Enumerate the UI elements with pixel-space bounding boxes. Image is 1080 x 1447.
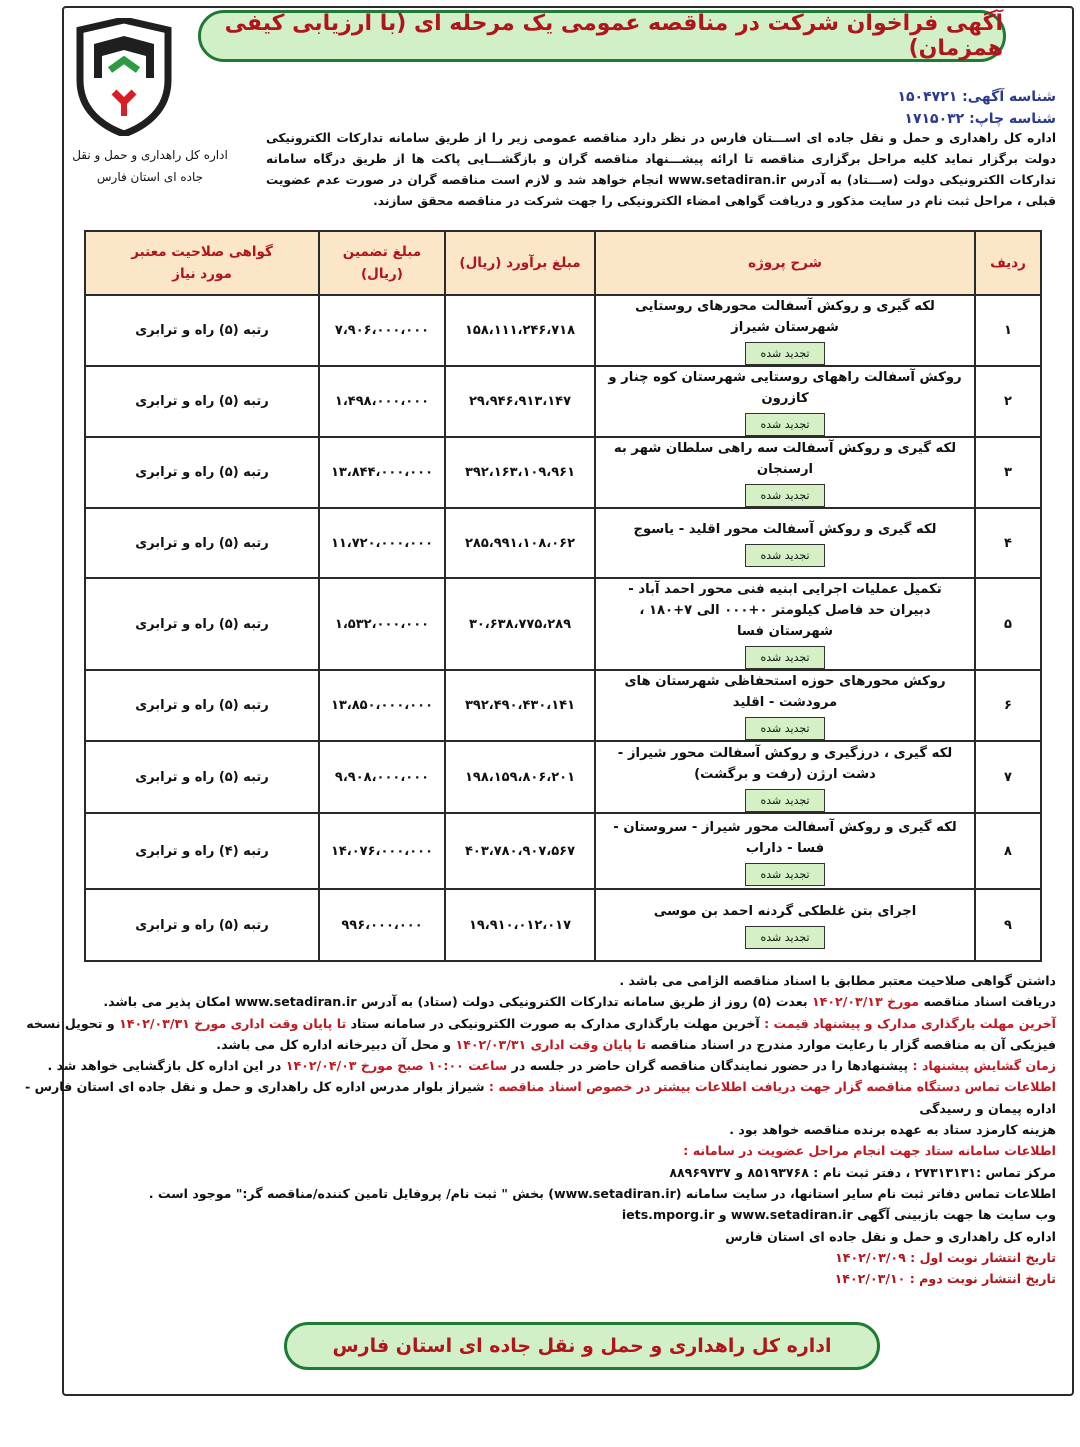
estimate-amount: ۱۹،۹۱۰،۰۱۲،۰۱۷ [445, 889, 595, 961]
renewed-badge: تجدید شده [745, 789, 824, 812]
certificate-grade: رتبه (۵) راه و ترابری [85, 670, 319, 741]
estimate-amount: ۳۹۲،۱۶۳،۱۰۹،۹۶۱ [445, 437, 595, 508]
project-description: تکمیل عملیات اجرایی ابنیه فنی محور احمد آباد - دبیران حد فاصل کیلومتر ۰+۰۰۰ الی ۷+۱۸۰ ، شهرستان فسا تجدید شده [595, 578, 975, 670]
table-row [85, 578, 1041, 670]
guarantee-amount: ۱،۵۳۲،۰۰۰،۰۰۰ [319, 578, 445, 670]
renewed-badge: تجدید شده [745, 646, 824, 669]
renewed-badge: تجدید شده [745, 926, 824, 949]
guarantee-amount: ۱۳،۸۴۴،۰۰۰،۰۰۰ [319, 437, 445, 508]
estimate-amount: ۱۵۸،۱۱۱،۲۴۶،۷۱۸ [445, 295, 595, 366]
row-number: ۱ [975, 295, 1041, 366]
estimate-amount: ۳۰،۶۳۸،۷۷۵،۲۸۹ [445, 578, 595, 670]
row-number: ۷ [975, 741, 1041, 813]
certificate-grade: رتبه (۵) راه و ترابری [85, 366, 319, 437]
publish-date-second: تاریخ انتشار نوبت دوم : ۱۴۰۲/۰۳/۱۰ [834, 1271, 1056, 1287]
row-number: ۶ [975, 670, 1041, 741]
note-contact: اطلاعات تماس دستگاه مناقصه گزار جهت دریافت اطلاعات بیشتر در خصوص اسناد مناقصه : شیراز بلوار مدرس اداره کل راهداری و حمل و نقل جاده ای استان فارس - اداره پیمان و رسیدگی [24, 1079, 1056, 1116]
intro-paragraph: اداره کل راهداری و حمل و نقل جاده ای اســـتان فارس در نظر دارد مناقصه عمومی زیر را از طریق سامانه تدارکات الکترونیکی دولت برگزار نماید کلیه مراحل برگزاری مناقصه تا ارائه پیشـــنهاد مناقصه گران و بازگشـــایی پاکت ها از طریق درگاه سامانه تدارکات الکترونیکی دولت (ســـتاد) به آدرس www.setadiran.ir انجام خواهد شد و لازم است مناقصه گران در صورت عدم عضویت قبلی ، مراحل ثبت نام در سایت مذکور و دریافت گواهی امضاء الکترونیکی را جهت شرکت در مناقصه محقق سازند. [266, 131, 1056, 208]
certificate-grade: رتبه (۵) راه و ترابری [85, 889, 319, 961]
tender-table [84, 230, 1042, 962]
estimate-amount: ۲۸۵،۹۹۱،۱۰۸،۰۶۲ [445, 508, 595, 578]
guarantee-amount: ۱،۴۹۸،۰۰۰،۰۰۰ [319, 366, 445, 437]
col-header-guarantee: مبلغ تضمین (ریال) [319, 231, 445, 295]
note-deadline: آخرین مهلت بارگذاری مدارک و پیشنهاد قیمت : آخرین مهلت بارگذاری مدارک به صورت الکترونیکی در سامانه ستاد تا پایان وقت اداری مورخ ۱۴۰۲/۰۳/۳۱ و تحویل نسخه فیزیکی آن به مناقصه گزار با رعایت موارد مندرج در اسناد مناقصه تا پایان وقت اداری ۱۴۰۲/۰۳/۳۱ و محل آن دبیرخانه اداره کل می باشد. [26, 1015, 1056, 1052]
guarantee-amount: ۹،۹۰۸،۰۰۰،۰۰۰ [319, 741, 445, 813]
note-setad-heading: اطلاعات سامانه ستاد جهت انجام مراحل عضویت در سامانه : [683, 1143, 1056, 1159]
guarantee-amount: ۱۳،۸۵۰،۰۰۰،۰۰۰ [319, 670, 445, 741]
note-opening: زمان گشایش پیشنهاد : پیشنهادها را در حضور نمایندگان مناقصه گران حاضر در جلسه در ساعت ۱۰:۰۰ صبح مورخ ۱۴۰۲/۰۴/۰۳ در این اداره کل بازگشایی خواهد شد . [47, 1058, 1056, 1074]
publish-date-first: تاریخ انتشار نوبت اول : ۱۴۰۲/۰۳/۰۹ [835, 1249, 1056, 1265]
project-description: روکش محورهای حوزه استحفاظی شهرستان های مرودشت - اقلید تجدید شده [595, 670, 975, 741]
row-number: ۲ [975, 366, 1041, 437]
estimate-amount: ۱۹۸،۱۵۹،۸۰۶،۲۰۱ [445, 741, 595, 813]
guarantee-amount: ۹۹۶،۰۰۰،۰۰۰ [319, 889, 445, 961]
renewed-badge: تجدید شده [745, 863, 824, 886]
renewed-badge: تجدید شده [745, 717, 824, 740]
col-header-row: ردیف [975, 231, 1041, 295]
ad-id: شناسه آگهی: ۱۵۰۴۷۲۱ [897, 89, 1056, 105]
note-websites: وب سایت ها جهت بازبینی آگهی www.setadiran.ir و iets.mporg.ir [621, 1207, 1056, 1223]
footer-label: اداره کل راهداری و حمل و نقل جاده ای استان فارس [332, 1335, 832, 1357]
project-description: لکه گیری و روکش آسفالت محورهای روستایی شهرستان شیراز تجدید شده [595, 295, 975, 366]
row-number: ۸ [975, 813, 1041, 889]
table-row [85, 889, 1041, 961]
estimate-amount: ۳۹۲،۴۹۰،۴۳۰،۱۴۱ [445, 670, 595, 741]
table-row [85, 741, 1041, 813]
project-description: لکه گیری و روکش آسفالت محور شیراز - سروستان - فسا - داراب تجدید شده [595, 813, 975, 889]
project-description: لکه گیری ، درزگیری و روکش آسفالت محور شیراز - دشت ارژن (رفت و برگشت) تجدید شده [595, 741, 975, 813]
footer-banner [284, 1322, 880, 1370]
project-description: روکش آسفالت راههای روستایی شهرستان کوه چنار و کازرون تجدید شده [595, 366, 975, 437]
row-number: ۴ [975, 508, 1041, 578]
col-header-description: شرح پروژه [595, 231, 975, 295]
renewed-badge: تجدید شده [745, 342, 824, 365]
certificate-grade: رتبه (۵) راه و ترابری [85, 437, 319, 508]
note-documents: دریافت اسناد مناقصه مورخ ۱۴۰۲/۰۳/۱۳ بعدت (۵) روز از طریق سامانه تدارکات الکترونیکی دولت (ستاد) به آدرس www.setadiran.ir امکان پذیر می باشد. [103, 994, 1056, 1010]
estimate-amount: ۲۹،۹۴۶،۹۱۳،۱۴۷ [445, 366, 595, 437]
renewed-badge: تجدید شده [745, 484, 824, 507]
ad-identifiers [897, 86, 1056, 130]
notes-section [16, 970, 1056, 1289]
note-organization: اداره کل راهداری و حمل و نقل جاده ای استان فارس [725, 1228, 1056, 1244]
table-row [85, 295, 1041, 366]
table-row [85, 670, 1041, 741]
project-description: لکه گیری و روکش آسفالت سه راهی سلطان شهر به ارسنجان تجدید شده [595, 437, 975, 508]
note-certificate: داشتن گواهی صلاحیت معتبر مطابق با اسناد مناقصه الزامی می باشد . [619, 973, 1056, 988]
note-fee: هزینه کارمزد ستاد به عهده برنده مناقصه خواهد بود . [729, 1122, 1056, 1138]
row-number: ۵ [975, 578, 1041, 670]
renewed-badge: تجدید شده [745, 544, 824, 567]
page-title: آگهی فراخوان شرکت در مناقصه عمومی یک مرحله ای (با ارزیابی کیفی همزمان) [224, 11, 1003, 61]
guarantee-amount: ۱۱،۷۲۰،۰۰۰،۰۰۰ [319, 508, 445, 578]
table-row [85, 437, 1041, 508]
project-description: لکه گیری و روکش آسفالت محور اقلید - یاسوج تجدید شده [595, 508, 975, 578]
row-number: ۳ [975, 437, 1041, 508]
col-header-estimate: مبلغ برآورد (ریال) [445, 231, 595, 295]
print-id: شناسه چاپ: ۱۷۱۵۰۳۲ [904, 111, 1056, 127]
certificate-grade: رتبه (۴) راه و ترابری [85, 813, 319, 889]
table-header-row [85, 231, 1041, 295]
col-header-certificate: گواهی صلاحیت معتبر مورد نیاز [85, 231, 319, 295]
renewed-badge: تجدید شده [745, 413, 824, 436]
note-registration-offices: اطلاعات تماس دفاتر ثبت نام سایر استانها، در سایت سامانه (www.setadiran.ir) بخش " ثبت نام/ پروفایل تامین کننده/مناقصه گر:" موجود است . [148, 1185, 1056, 1201]
table-row [85, 508, 1041, 578]
guarantee-amount: ۱۴،۰۷۶،۰۰۰،۰۰۰ [319, 813, 445, 889]
certificate-grade: رتبه (۵) راه و ترابری [85, 741, 319, 813]
estimate-amount: ۴۰۳،۷۸۰،۹۰۷،۵۶۷ [445, 813, 595, 889]
logo-caption: اداره کل راهداری و حمل و نقل جاده ای استان فارس [72, 148, 228, 184]
row-number: ۹ [975, 889, 1041, 961]
title-banner [198, 10, 1006, 62]
table-row [85, 366, 1041, 437]
note-call-center: مرکز تماس :۲۷۳۱۳۱۳۱ ، دفتر ثبت نام : ۸۵۱۹۳۷۶۸ و ۸۸۹۶۹۷۳۷ [669, 1164, 1056, 1180]
project-description: اجرای بتن غلطکی گردنه احمد بن موسی تجدید شده [595, 889, 975, 961]
certificate-grade: رتبه (۵) راه و ترابری [85, 578, 319, 670]
guarantee-amount: ۷،۹۰۶،۰۰۰،۰۰۰ [319, 295, 445, 366]
organization-logo [74, 18, 174, 136]
certificate-grade: رتبه (۵) راه و ترابری [85, 295, 319, 366]
table-row [85, 813, 1041, 889]
certificate-grade: رتبه (۵) راه و ترابری [85, 508, 319, 578]
